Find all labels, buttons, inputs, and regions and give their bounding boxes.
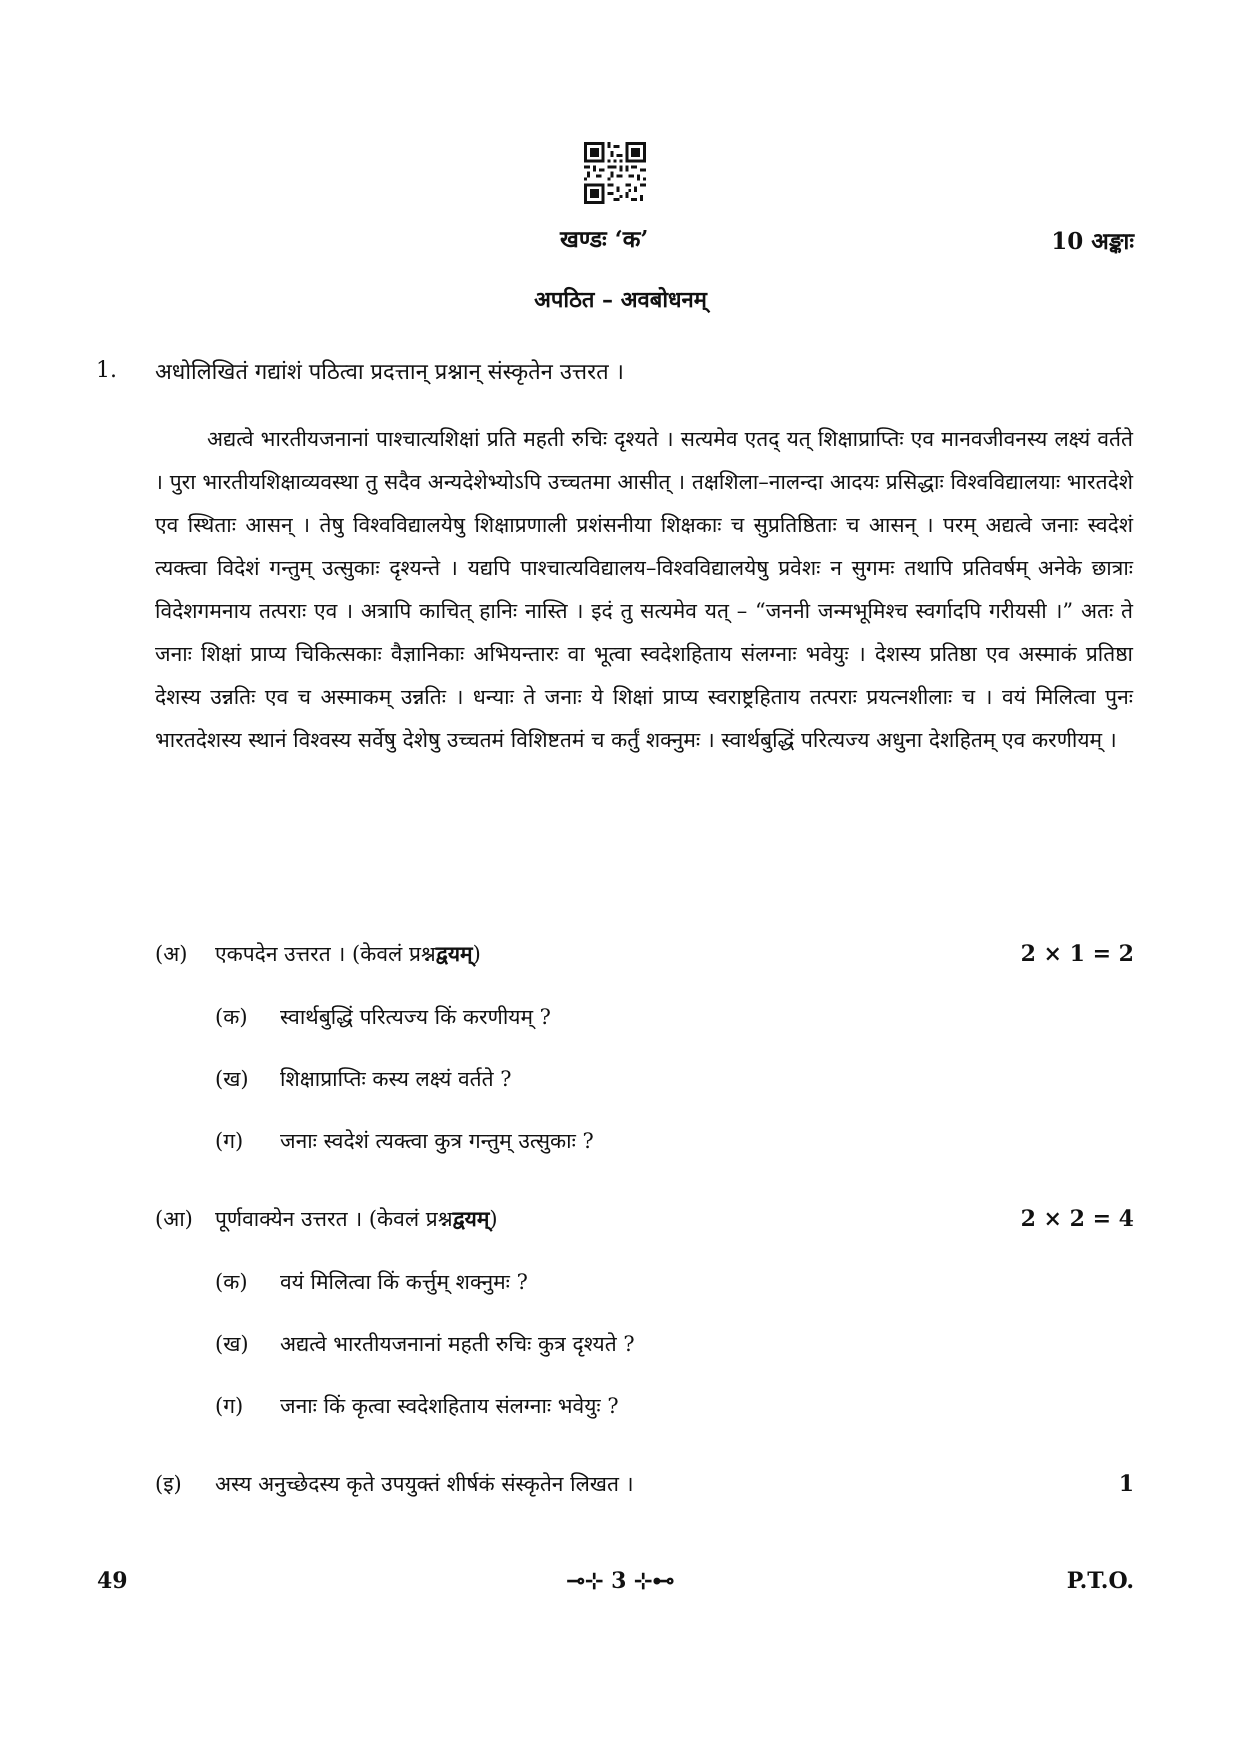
subtitle: अपठित – अवबोधनम् [534, 287, 707, 313]
item-label: (ख) [215, 1067, 249, 1091]
part-label: (अ) [155, 942, 188, 966]
item-label: (ग) [215, 1129, 244, 1153]
part-instruction: पूर्णवाक्येन उत्तरत । (केवलं प्रश्नद्वयम्) [215, 1206, 498, 1231]
item-label: (ख) [215, 1332, 249, 1356]
item-text: शिक्षाप्राप्तिः कस्य लक्ष्यं वर्तते ? [280, 1067, 512, 1091]
item-text: जनाः स्वदेशं त्यक्त्वा कुत्र गन्तुम् उत्सुकाः ? [280, 1129, 594, 1153]
qr-code [584, 142, 646, 204]
part-marks: 1 [1118, 1471, 1134, 1497]
paper-code: 49 [97, 1568, 128, 1594]
part-label: (आ) [155, 1207, 193, 1231]
item-text: स्वार्थबुद्धिं परित्यज्य किं करणीयम् ? [280, 1005, 551, 1029]
part-instruction: अस्य अनुच्छेदस्य कृते उपयुक्तं शीर्षकं संस्कृतेन लिखत । [215, 1472, 634, 1496]
item-label: (क) [215, 1270, 248, 1294]
ornament-left-icon: ⊸⊹ [566, 1568, 612, 1594]
part-label: (इ) [155, 1472, 182, 1496]
item-text: अद्यत्वे भारतीयजनानां महती रुचिः कुत्र दृश्यते ? [280, 1332, 635, 1356]
page-number: ⊸⊹ 3 ⊹⊷ [566, 1568, 675, 1594]
part-marks: 2 × 2 = 4 [1020, 1206, 1134, 1232]
question-number: 1. [96, 358, 117, 383]
item-label: (क) [215, 1005, 248, 1029]
ornament-right-icon: ⊹⊷ [626, 1568, 675, 1594]
item-text: वयं मिलित्वा किं कर्त्तुम् शक्नुमः ? [280, 1270, 528, 1294]
part-instruction: एकपदेन उत्तरत । (केवलं प्रश्नद्वयम्) [215, 941, 481, 966]
section-marks: 10 अङ्काः [1051, 228, 1134, 255]
question-instruction: अधोलिखितं गद्यांशं पठित्वा प्रदत्तान् प्रश्नान् संस्कृतेन उत्तरत । [155, 360, 624, 385]
section-title: खण्डः ‘क’ [560, 226, 649, 253]
passage-text: अद्यत्वे भारतीयजनानां पाश्चात्यशिक्षां प्रति महती रुचिः दृश्यते । सत्यमेव एतद् यत् शिक्षाप्राप्तिः एव मानवजीवनस्य लक्ष्यं वर्तते । पुरा भारतीयशिक्षाव्यवस्था तु सदैव अन्यदेशेभ्योऽपि उच्चतमा आसीत् । तक्षशिला–नालन्दा आदयः प्रसिद्धाः विश्वविद्यालयाः भारतदेशे एव स्थिताः आसन् । तेषु विश्वविद्यालयेषु शिक्षाप्रणाली प्रशंसनीया शिक्षकाः च सुप्रतिष्ठिताः च आसन् । परम् अद्यत्वे जनाः स्वदेशं त्यक्त्वा विदेशं गन्तुम् उत्सुकाः दृश्यन्ते । यद्यपि पाश्चात्यविद्यालय–विश्वविद्यालयेषु प्रवेशः न सुगमः तथापि प्रतिवर्षम् अनेके छात्राः विदेशगमनाय तत्पराः एव । अत्रापि काचित् हानिः नास्ति । इदं तु सत्यमेव यत् – “जननी जन्मभूमिश्च स्वर्गादपि गरीयसी ।” अतः ते जनाः शिक्षां प्राप्य चिकित्सकाः वैज्ञानिकाः अभियन्तारः वा भूत्वा स्वदेशहिताय संलग्नाः भवेयुः । देशस्य प्रतिष्ठा एव अस्माकं प्रतिष्ठा देशस्य उन्नतिः एव च अस्माकम् उन्नतिः । धन्याः ते जनाः ये शिक्षां प्राप्य स्वराष्ट्रहिताय तत्पराः प्रयत्नशीलाः च । वयं मिलित्वा पुनः भारतदेशस्य स्थानं विश्वस्य सर्वेषु देशेषु उच्चतमं विशिष्टतमं च कर्तुं शक्नुमः । स्वार्थबुद्धिं परित्यज्य अधुना देशहितम् एव करणीयम् । [155, 427, 1133, 752]
item-label: (ग) [215, 1394, 244, 1418]
passage [155, 418, 1133, 762]
part-marks: 2 × 1 = 2 [1020, 941, 1134, 967]
pto-label: P.T.O. [1066, 1568, 1134, 1594]
item-text: जनाः किं कृत्वा स्वदेशहिताय संलग्नाः भवेयुः ? [280, 1394, 619, 1418]
